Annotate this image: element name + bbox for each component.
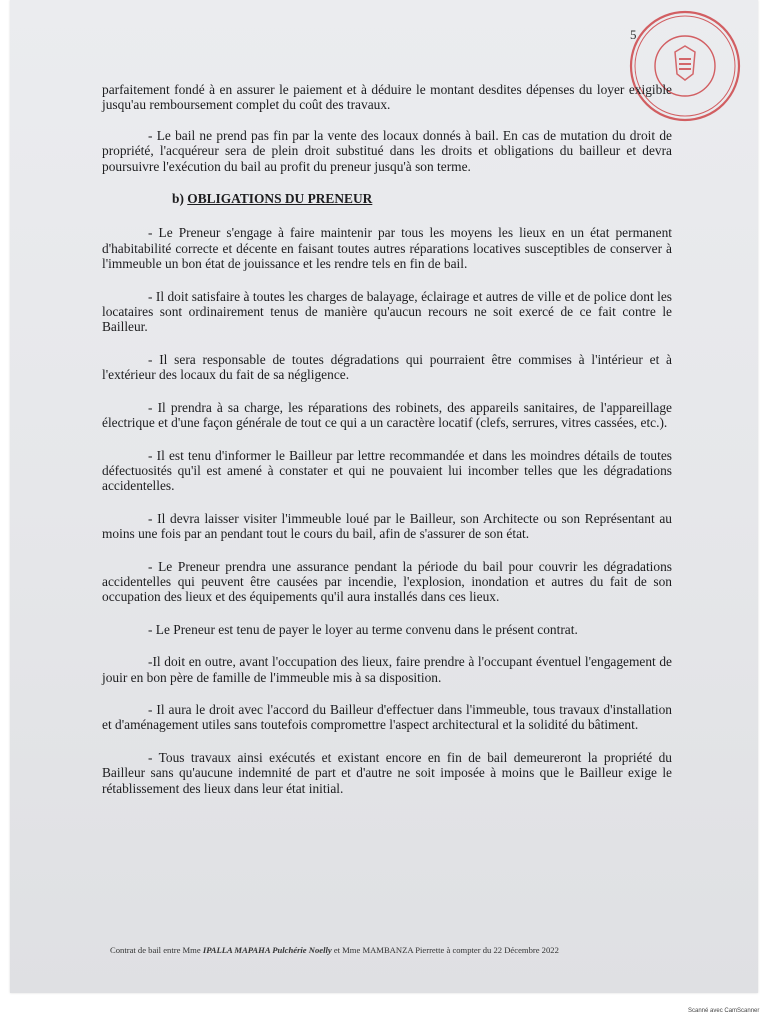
- section-heading: [172, 191, 672, 206]
- footer-prefix: Contrat de bail entre Mme: [110, 945, 203, 955]
- footer-suffix: et Mme MAMBANZA Pierrette à compter du 22 Décembre 2022: [331, 945, 559, 955]
- page-number: 5: [630, 27, 637, 42]
- paragraph: - Il aura le droit avec l'accord du Bailleur d'effectuer dans l'immeuble, tous travaux d'installation et d'aménagement utiles sans toutefois compromettre l'aspect architectural et la solidité du bâtiment.: [102, 701, 672, 733]
- document-body: [102, 82, 672, 813]
- paragraph: - Il est tenu d'informer le Bailleur par lettre recommandée et dans les moindres détails de toutes défectuosités qu'il est amené à constater et qui ne pouvaient lui incomber telles que les dégradations accidentelles.: [102, 447, 672, 494]
- document-page: [10, 0, 758, 993]
- section-title: OBLIGATIONS DU PRENEUR: [187, 191, 373, 207]
- paragraph: - Il sera responsable de toutes dégradations qui pourraient être commises à l'intérieur et à l'extérieur des locaux du fait de sa négligence.: [102, 351, 672, 383]
- footer-lessor: IPALLA MAPAHA Pulchérie Noelly: [202, 945, 332, 955]
- paragraph: - Le bail ne prend pas fin par la vente des locaux donnés à bail. En cas de mutation du droit de propriété, l'acquéreur sera de plein droit substitué dans les droits et obligations du bailleur et devra poursuivre l'exécution du bail au profit du preneur jusqu'à son terme.: [102, 127, 672, 174]
- paragraph: - Il doit satisfaire à toutes les charges de balayage, éclairage et autres de ville et de police dont les locataires sont ordinairement tenus de manière qu'aucun recours ne soit exercé de ce fait contre le Bailleur.: [102, 288, 672, 335]
- paragraph: -Il doit en outre, avant l'occupation des lieux, faire prendre à l'occupant éventuel l'engagement de jouir en bon père de famille de l'immeuble mis à sa disposition.: [102, 654, 672, 685]
- paragraph: - Tous travaux ainsi exécutés et existant encore en fin de bail demeureront la propriété du Bailleur sans qu'aucune indemnité de part et d'autre ne soit imposée à moins que le Bailleur exige le rétablissement des lieux dans leur état initial.: [102, 749, 672, 796]
- paragraph: - Le Preneur prendra une assurance pendant la période du bail pour couvrir les dégradations accidentelles qui peuvent être causées par incendie, l'explosion, inondation et autres du fait de son occupation des lieux et des équipements qu'il aura installés dans ces lieux.: [102, 558, 672, 605]
- paragraph: - Il devra laisser visiter l'immeuble loué par le Bailleur, son Architecte ou son Représentant au moins une fois par an pendant tout le cours du bail, afin de s'assurer de son état.: [102, 510, 672, 542]
- section-letter: b): [172, 191, 184, 207]
- paragraph: parfaitement fondé à en assurer le paiement et à déduire le montant desdites dépenses du loyer exigible jusqu'au remboursement complet du coût des travaux.: [102, 82, 672, 113]
- paragraph: - Le Preneur est tenu de payer le loyer au terme convenu dans le présent contrat.: [148, 621, 578, 637]
- scanner-watermark: Scanné avec CamScanner: [688, 1008, 760, 1014]
- page-footer: [110, 945, 670, 955]
- paragraph: - Il prendra à sa charge, les réparations des robinets, des appareils sanitaires, de l'appareillage électrique et d'une façon générale de tout ce qui a un caractère locatif (clefs, serrures, vitres cassées, etc.).: [102, 399, 672, 431]
- paragraph: - Le Preneur s'engage à faire maintenir par tous les moyens les lieux en un état permanent d'habitabilité correcte et décente en faisant toutes autres réparations locatives susceptibles de conserver à l'immeuble un bon état de jouissance et les rendre tels en fin de bail.: [102, 225, 672, 272]
